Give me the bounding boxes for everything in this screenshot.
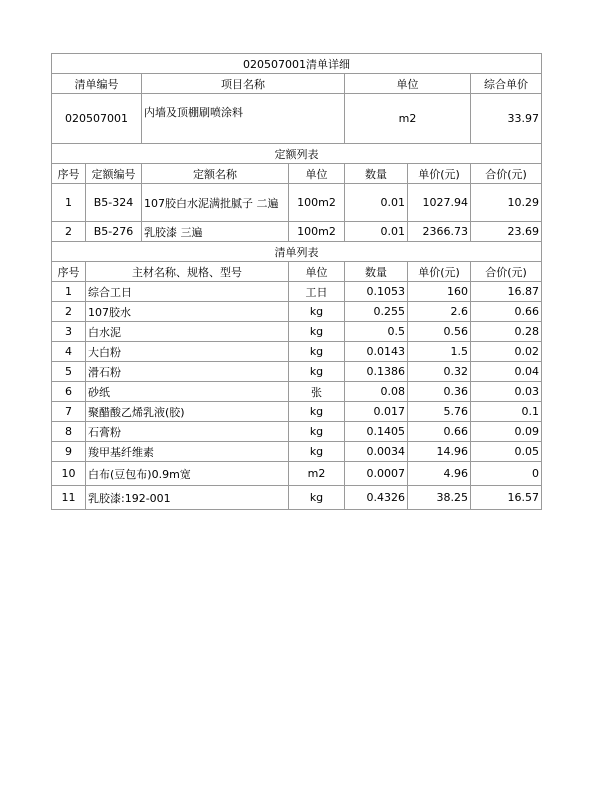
quota-unit: 100m2 (289, 184, 345, 222)
material-price: 160 (408, 282, 471, 302)
quota-header-qty: 数量 (345, 164, 408, 184)
material-name: 滑石粉 (86, 362, 289, 382)
material-index: 3 (52, 322, 86, 342)
material-index: 7 (52, 402, 86, 422)
materials-section-title: 清单列表 (52, 242, 542, 262)
material-row (52, 462, 542, 486)
materials-header-name: 主材名称、规格、型号 (86, 262, 289, 282)
quota-header-name: 定额名称 (142, 164, 289, 184)
material-index: 9 (52, 442, 86, 462)
material-index: 11 (52, 486, 86, 510)
quota-total: 10.29 (471, 184, 542, 222)
material-name: 乳胶漆:192-001 (86, 486, 289, 510)
material-unit: 张 (289, 382, 345, 402)
quota-header-index: 序号 (52, 164, 86, 184)
material-index: 5 (52, 362, 86, 382)
materials-body (52, 282, 542, 510)
material-price: 5.76 (408, 402, 471, 422)
material-unit: kg (289, 322, 345, 342)
material-price: 2.6 (408, 302, 471, 322)
material-row (52, 282, 542, 302)
material-row (52, 382, 542, 402)
quota-name: 107胶白水泥满批腻子 二遍 (142, 184, 289, 222)
quota-unit: 100m2 (289, 222, 345, 242)
bill-detail-table (51, 53, 542, 510)
material-name: 大白粉 (86, 342, 289, 362)
quota-index: 1 (52, 184, 86, 222)
material-index: 4 (52, 342, 86, 362)
material-qty: 0.08 (345, 382, 408, 402)
quota-price: 1027.94 (408, 184, 471, 222)
material-row (52, 486, 542, 510)
material-price: 0.66 (408, 422, 471, 442)
material-total: 0.66 (471, 302, 542, 322)
material-row (52, 402, 542, 422)
material-name: 聚醋酸乙烯乳液(胶) (86, 402, 289, 422)
material-unit: kg (289, 402, 345, 422)
material-name: 砂纸 (86, 382, 289, 402)
materials-header-total: 合价(元) (471, 262, 542, 282)
quota-row (52, 222, 542, 242)
material-index: 6 (52, 382, 86, 402)
material-qty: 0.017 (345, 402, 408, 422)
bill-code: 020507001 (52, 94, 142, 144)
material-total: 0.04 (471, 362, 542, 382)
quota-price: 2366.73 (408, 222, 471, 242)
material-index: 8 (52, 422, 86, 442)
quota-section-row (52, 144, 542, 164)
quota-qty: 0.01 (345, 184, 408, 222)
material-total: 0 (471, 462, 542, 486)
table-title: 020507001清单详细 (52, 54, 542, 74)
material-unit: 工日 (289, 282, 345, 302)
material-unit: m2 (289, 462, 345, 486)
material-unit: kg (289, 302, 345, 322)
bill-price: 33.97 (471, 94, 542, 144)
materials-header-price: 单价(元) (408, 262, 471, 282)
header-item-name: 项目名称 (142, 74, 345, 94)
title-row (52, 54, 542, 74)
material-row (52, 422, 542, 442)
quota-name: 乳胶漆 三遍 (142, 222, 289, 242)
material-unit: kg (289, 362, 345, 382)
material-name: 综合工日 (86, 282, 289, 302)
material-qty: 0.0034 (345, 442, 408, 462)
material-name: 白布(豆包布)0.9m宽 (86, 462, 289, 486)
material-row (52, 342, 542, 362)
quota-qty: 0.01 (345, 222, 408, 242)
quota-header-unit: 单位 (289, 164, 345, 184)
material-unit: kg (289, 342, 345, 362)
quota-header-total: 合价(元) (471, 164, 542, 184)
material-total: 0.1 (471, 402, 542, 422)
material-qty: 0.255 (345, 302, 408, 322)
bill-unit: m2 (345, 94, 471, 144)
materials-header-index: 序号 (52, 262, 86, 282)
material-row (52, 362, 542, 382)
material-qty: 0.0007 (345, 462, 408, 486)
quota-header-code: 定额编号 (86, 164, 142, 184)
quota-row (52, 184, 542, 222)
material-index: 10 (52, 462, 86, 486)
material-total: 16.57 (471, 486, 542, 510)
quota-code: B5-276 (86, 222, 142, 242)
quota-header-price: 单价(元) (408, 164, 471, 184)
material-row (52, 302, 542, 322)
material-price: 0.36 (408, 382, 471, 402)
quota-code: B5-324 (86, 184, 142, 222)
material-unit: kg (289, 422, 345, 442)
materials-header-row (52, 262, 542, 282)
materials-header-qty: 数量 (345, 262, 408, 282)
materials-section-row (52, 242, 542, 262)
quota-header-row (52, 164, 542, 184)
material-price: 1.5 (408, 342, 471, 362)
material-qty: 0.1053 (345, 282, 408, 302)
material-price: 38.25 (408, 486, 471, 510)
material-row (52, 442, 542, 462)
quota-total: 23.69 (471, 222, 542, 242)
quota-section-title: 定额列表 (52, 144, 542, 164)
material-unit: kg (289, 442, 345, 462)
materials-header-unit: 单位 (289, 262, 345, 282)
quota-index: 2 (52, 222, 86, 242)
material-unit: kg (289, 486, 345, 510)
bill-row (52, 94, 542, 144)
material-qty: 0.5 (345, 322, 408, 342)
material-index: 2 (52, 302, 86, 322)
material-index: 1 (52, 282, 86, 302)
material-price: 0.32 (408, 362, 471, 382)
material-qty: 0.0143 (345, 342, 408, 362)
material-total: 16.87 (471, 282, 542, 302)
material-qty: 0.1386 (345, 362, 408, 382)
material-name: 石膏粉 (86, 422, 289, 442)
material-total: 0.03 (471, 382, 542, 402)
material-total: 0.09 (471, 422, 542, 442)
material-price: 0.56 (408, 322, 471, 342)
material-qty: 0.4326 (345, 486, 408, 510)
material-name: 白水泥 (86, 322, 289, 342)
material-price: 14.96 (408, 442, 471, 462)
bill-name: 内墙及顶棚刷喷涂料 (142, 94, 345, 144)
material-name: 107胶水 (86, 302, 289, 322)
material-total: 0.02 (471, 342, 542, 362)
header-bill-code: 清单编号 (52, 74, 142, 94)
material-name: 羧甲基纤维素 (86, 442, 289, 462)
material-qty: 0.1405 (345, 422, 408, 442)
material-total: 0.28 (471, 322, 542, 342)
material-row (52, 322, 542, 342)
material-price: 4.96 (408, 462, 471, 486)
bill-header-row (52, 74, 542, 94)
header-unit-price: 综合单价 (471, 74, 542, 94)
header-unit: 单位 (345, 74, 471, 94)
material-total: 0.05 (471, 442, 542, 462)
